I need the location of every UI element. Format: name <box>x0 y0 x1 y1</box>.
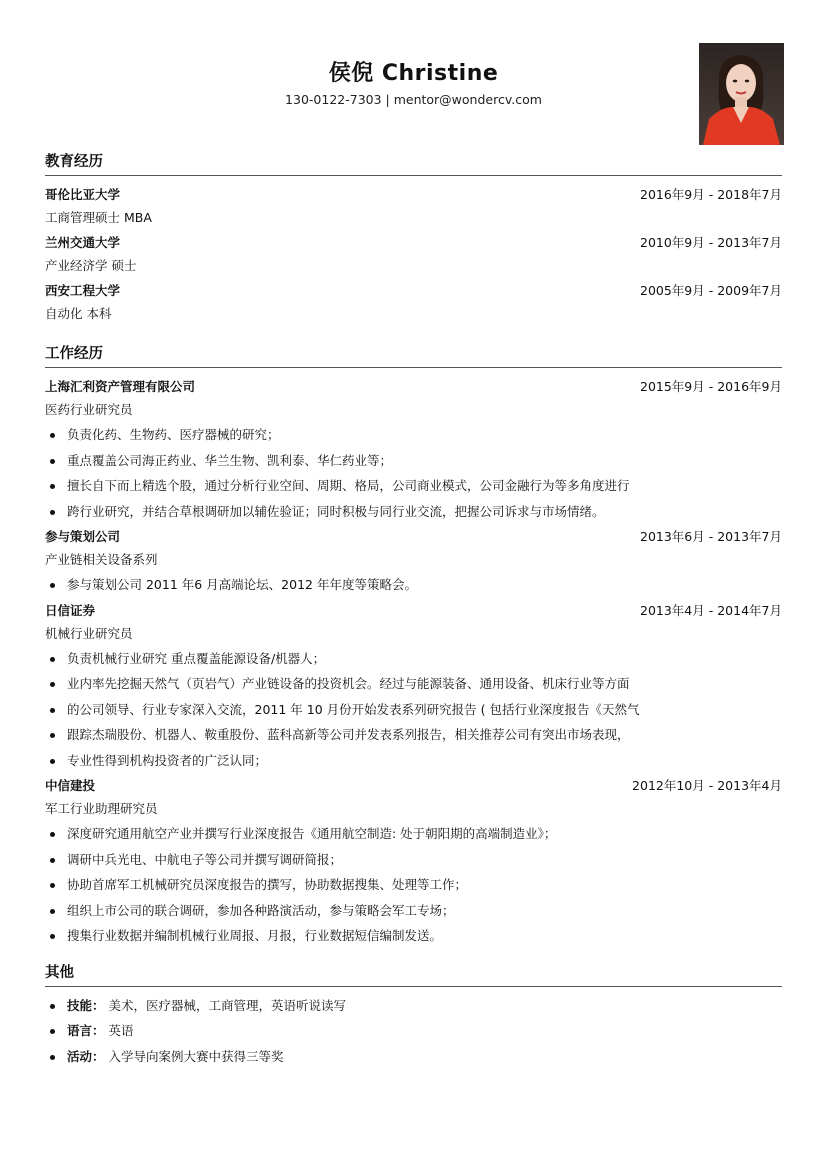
section-title-work: 工作经历 <box>45 342 782 368</box>
duty-list <box>45 572 782 598</box>
duty-list <box>45 646 782 774</box>
date-range: 2005年9月 - 2009年7月 <box>640 283 782 298</box>
list-item: 的公司领导、行业专家深入交流，2011 年 10 月份开始发表系列研究报告 ( 包括行业深度报告《天然气 <box>45 697 782 723</box>
resume-page <box>45 0 782 1069</box>
section-title-education: 教育经历 <box>45 150 782 176</box>
date-range: 2013年4月 - 2014年7月 <box>640 602 782 618</box>
list-item <box>45 1018 782 1044</box>
company-name: 中信建投 <box>45 778 96 793</box>
job-role: 产业链相关设备系列 <box>45 552 158 567</box>
education-item <box>45 278 782 326</box>
work-item <box>45 524 782 598</box>
other-section <box>45 961 782 1070</box>
degree: 产业经济学 硕士 <box>45 258 137 273</box>
work-section <box>45 342 782 949</box>
profile-photo <box>699 43 784 145</box>
date-range: 2010年9月 - 2013年7月 <box>640 235 782 250</box>
degree: 自动化 本科 <box>45 306 112 321</box>
date-range: 2012年10月 - 2013年4月 <box>632 778 782 793</box>
work-item <box>45 598 782 774</box>
date-range: 2013年6月 - 2013年7月 <box>640 529 782 544</box>
list-item <box>45 1044 782 1070</box>
list-item: 跟踪杰瑞股份、机器人、鞍重股份、蓝科高新等公司并发表系列报告，相关推荐公司有突出市场表现， <box>45 722 782 748</box>
duty-list <box>45 821 782 949</box>
list-item: 组织上市公司的联合调研，参加各种路演活动，参与策略会军工专场； <box>45 898 782 924</box>
company-name: 参与策划公司 <box>45 529 121 544</box>
list-item: 负责化药、生物药、医疗器械的研究； <box>45 422 782 448</box>
job-role: 军工行业助理研究员 <box>45 801 158 816</box>
education-item <box>45 230 782 278</box>
list-item: 擅长自下而上精选个股，通过分析行业空间、周期、格局，公司商业模式，公司金融行为等多角度进行 <box>45 473 782 499</box>
item-label: 语言： <box>67 1023 105 1038</box>
job-role: 机械行业研究员 <box>45 625 133 641</box>
item-value: 美术，医疗器械，工商管理，英语听说读写 <box>108 997 347 1013</box>
education-section <box>45 150 782 326</box>
contact-info: 130-0122-7303 | mentor@wondercv.com <box>285 92 542 107</box>
school-name: 哥伦比亚大学 <box>45 187 121 202</box>
work-item <box>45 374 782 524</box>
resume-header <box>45 0 782 150</box>
item-value: 英语 <box>108 1023 134 1038</box>
section-title-other: 其他 <box>45 961 782 987</box>
list-item: 参与策划公司 2011 年6 月高端论坛、2012 年年度等策略会。 <box>45 572 782 598</box>
date-range: 2015年9月 - 2016年9月 <box>640 379 782 394</box>
item-value: 入学导向案例大赛中获得三等奖 <box>108 1048 284 1064</box>
school-name: 兰州交通大学 <box>45 235 121 250</box>
work-item <box>45 773 782 949</box>
item-label: 技能： <box>67 997 105 1013</box>
list-item: 重点覆盖公司海正药业、华兰生物、凯利泰、华仁药业等； <box>45 448 782 474</box>
list-item: 搜集行业数据并编制机械行业周报、月报，行业数据短信编制发送。 <box>45 923 782 949</box>
company-name: 上海汇利资产管理有限公司 <box>45 379 196 394</box>
list-item: 专业性得到机构投资者的广泛认同； <box>45 748 782 774</box>
list-item: 负责机械行业研究 重点覆盖能源设备/机器人； <box>45 646 782 672</box>
list-item: 调研中兵光电、中航电子等公司并撰写调研简报； <box>45 847 782 873</box>
list-item: 深度研究通用航空产业并撰写行业深度报告《通用航空制造: 处于朝阳期的高端制造业》； <box>45 821 782 847</box>
list-item: 跨行业研究，并结合草根调研加以辅佐验证；同时积极与同行业交流，把握公司诉求与市场情绪。 <box>45 499 782 525</box>
item-label: 活动： <box>67 1048 105 1064</box>
list-item: 协助首席军工机械研究员深度报告的撰写，协助数据搜集、处理等工作； <box>45 872 782 898</box>
company-name: 日信证券 <box>45 602 96 618</box>
portrait-image <box>699 43 784 145</box>
list-item <box>45 993 782 1019</box>
degree: 工商管理硕士 MBA <box>45 210 152 225</box>
duty-list <box>45 422 782 524</box>
job-role: 医药行业研究员 <box>45 402 133 417</box>
education-item <box>45 182 782 230</box>
list-item: 业内率先挖掘天然气（页岩气）产业链设备的投资机会。经过与能源装备、通用设备、机床行业等方面 <box>45 671 782 697</box>
school-name: 西安工程大学 <box>45 283 121 298</box>
candidate-name: 侯倪 Christine <box>328 61 499 86</box>
date-range: 2016年9月 - 2018年7月 <box>640 187 782 202</box>
other-list <box>45 993 782 1070</box>
